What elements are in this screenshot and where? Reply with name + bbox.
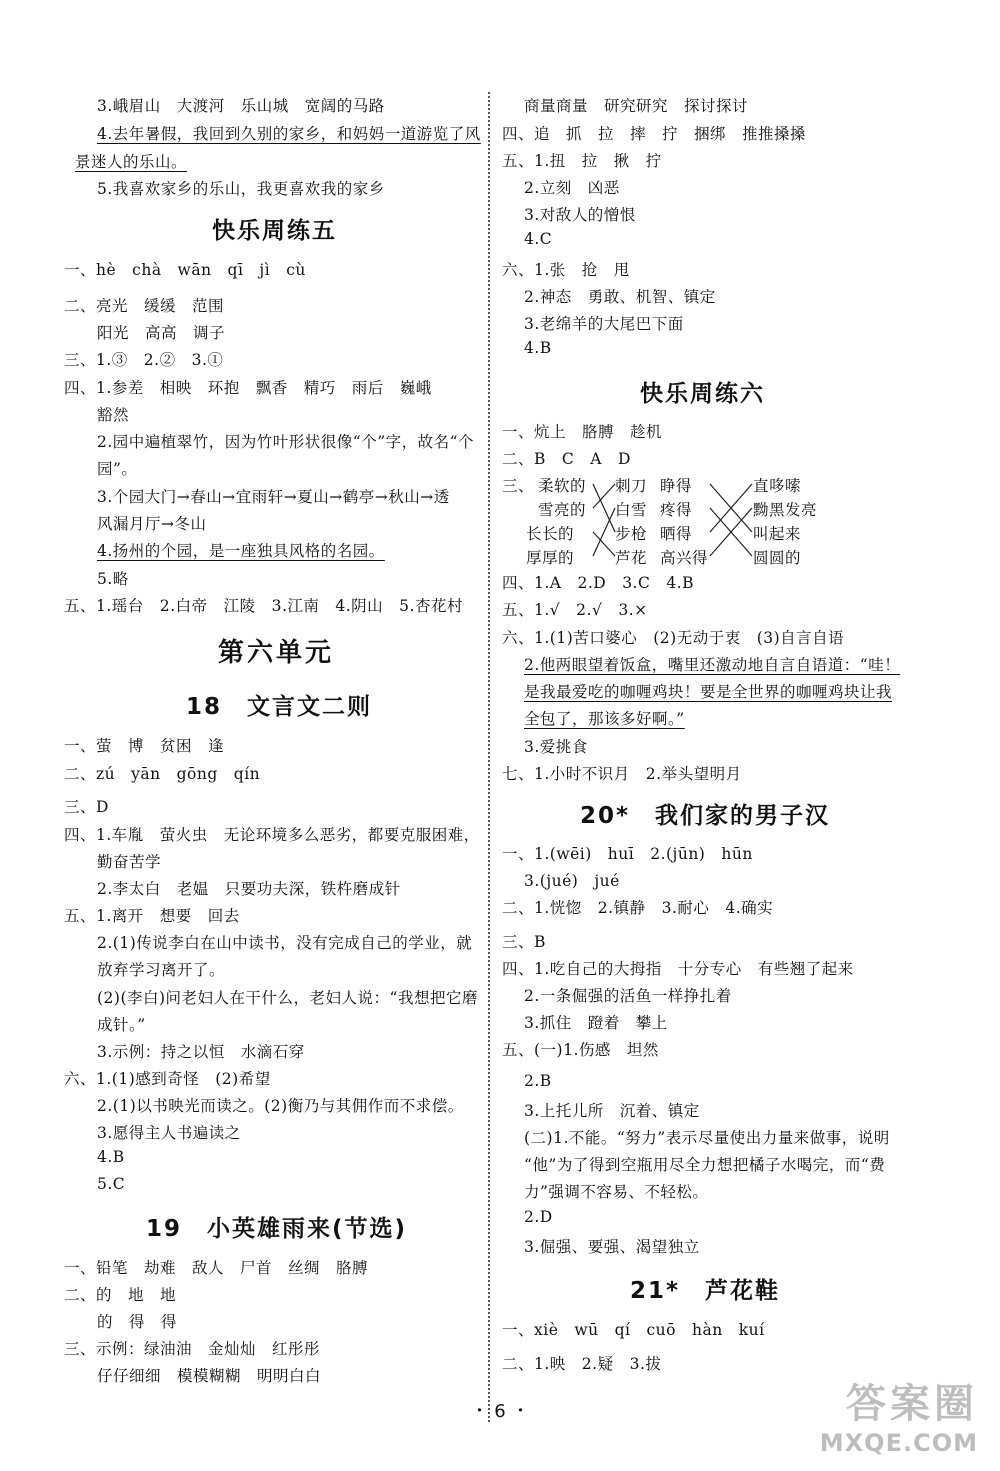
- page-number: ・ 6 ・: [470, 1401, 530, 1422]
- answer-line: 3.老绵羊的大尾巴下面: [524, 315, 684, 333]
- answer-line: 四、1.参差 相映 环抱 飘香 精巧 雨后 巍峨: [64, 379, 432, 397]
- answer-line: 4.B: [97, 1148, 125, 1166]
- answer-line: 仔仔细细 模模糊糊 明明白白: [97, 1367, 322, 1385]
- answer-line: 全包了，那该多好啊。”: [524, 710, 685, 728]
- answer-line: 4.B: [524, 339, 552, 357]
- answer-line: 商量商量 研究研究 探讨探讨: [524, 97, 749, 115]
- section-title: 快乐周练六: [640, 381, 765, 407]
- answer-line: 2.立刻 凶恶: [524, 179, 620, 197]
- answer-line: 2.一条倔强的活鱼一样挣扎着: [524, 987, 732, 1005]
- answer-line: 二、的 地 地: [64, 1286, 177, 1304]
- match-word: 雪亮的: [538, 501, 587, 519]
- match-word: 晒得: [660, 525, 693, 543]
- match-word: 叫起来: [753, 525, 802, 543]
- answer-line: 四、追 抓 拉 摔 拧 捆绑 推推搡搡: [502, 125, 807, 143]
- answer-line: 成针。”: [97, 1016, 146, 1034]
- answer-line: 二、亮光 缓缓 范围: [64, 297, 225, 315]
- answer-line: 4.扬州的个园，是一座独具风格的名园。: [97, 542, 385, 560]
- answer-line: 3.示例：持之以恒 水滴石穿: [97, 1043, 305, 1061]
- answer-line: 是我最爱吃的咖喱鸡块！要是全世界的咖喱鸡块让我: [524, 683, 893, 701]
- answer-line: 一、炕上 胳膊 趁机: [502, 423, 663, 441]
- lesson-title: 20* 我们家的男子汉: [580, 803, 831, 829]
- answer-line: 3.上托儿所 沉着、镇定: [524, 1102, 700, 1120]
- answer-line: 2.(1)传说李白在山中读书，没有完成自己的学业，就: [97, 934, 473, 952]
- answer-line: 三、D: [64, 798, 109, 816]
- answer-line: 4.C: [524, 230, 553, 248]
- answer-line: 2.B: [524, 1072, 552, 1090]
- answer-line: 景迷人的乐山。: [75, 153, 188, 171]
- answer-line: 三、: [502, 477, 535, 495]
- answer-line: 5.我喜欢家乡的乐山，我更喜欢我的家乡: [97, 180, 385, 198]
- answer-line: 园”。: [97, 460, 138, 478]
- answer-line: 力”强调不容易、不轻松。: [524, 1183, 709, 1201]
- match-word: 刺刀: [615, 477, 648, 495]
- answer-line: 二、1.映 2.疑 3.拔: [502, 1355, 662, 1373]
- answer-line: 二、zú yān gōng qín: [64, 765, 261, 783]
- answer-line: 3.抓住 蹬着 攀上: [524, 1014, 668, 1032]
- answer-line: 三、1.③ 2.② 3.①: [64, 351, 224, 369]
- answer-line: 六、1.(1)感到奇怪 (2)希望: [64, 1070, 271, 1088]
- answer-line: 2.他两眼望着饭盒，嘴里还激动地自言自语道：“哇！: [524, 656, 901, 674]
- match-word: 黝黑发亮: [753, 501, 818, 519]
- watermark: [820, 1372, 978, 1457]
- answer-line: 一、铅笔 劫难 敌人 尸首 丝绸 胳膊: [64, 1259, 369, 1277]
- answer-line: 六、1.(1)苦口婆心 (2)无动于衷 (3)自言自语: [502, 629, 845, 647]
- match-word: 疼得: [660, 501, 693, 519]
- answer-line: 3.峨眉山 大渡河 乐山城 宽阔的马路: [97, 97, 385, 115]
- answer-line: 七、1.小时不识月 2.举头望明月: [502, 765, 742, 783]
- answer-line: 三、B: [502, 933, 546, 951]
- match-word: 白雪: [615, 501, 648, 519]
- answer-line: 一、xiè wū qí cuō hàn kuí: [502, 1321, 765, 1339]
- answer-line: 一、1.(wēi) huī 2.(jūn) hūn: [502, 845, 753, 863]
- answer-line: 五、1.扭 拉 揪 拧: [502, 152, 662, 170]
- answer-line: 3.倔强、要强、渴望独立: [524, 1238, 700, 1256]
- answer-line: 2.D: [524, 1208, 553, 1226]
- match-word: 直哆嗦: [753, 477, 802, 495]
- answer-line: 4.去年暑假，我回到久别的家乡，和妈妈一道游览了风: [97, 125, 481, 143]
- unit-title: 第六单元: [218, 638, 335, 668]
- answer-line: 一、hè chà wān qī jì cù: [64, 261, 306, 279]
- match-word: 厚厚的: [526, 549, 575, 567]
- answer-line: 2.李太白 老媪 只要功夫深，铁杵磨成针: [97, 880, 401, 898]
- section-title: 快乐周练五: [212, 218, 337, 244]
- answer-line: 3.个园大门→春山→宜雨轩→夏山→鹤亭→秋山→透: [97, 488, 450, 506]
- match-word: 睁得: [660, 477, 693, 495]
- match-word: 柔软的: [538, 477, 587, 495]
- answer-line: 3.爱挑食: [524, 738, 588, 756]
- answer-line: 阳光 高高 调子: [97, 324, 226, 342]
- answer-line: (二)1.不能。“努力”表示尽量使出力量来做事，说明: [524, 1129, 890, 1147]
- matching-lines: [560, 470, 760, 570]
- lesson-title: 19 小英雄雨来(节选): [146, 1216, 408, 1242]
- answer-line: 风漏月厅→冬山: [97, 515, 207, 533]
- lesson-title: 18 文言文二则: [186, 694, 373, 720]
- answer-line: 的 得 得: [97, 1313, 178, 1331]
- answer-line: 五、1.√ 2.√ 3.×: [502, 601, 648, 619]
- answer-line: 三、示例：绿油油 金灿灿 红彤彤: [64, 1340, 321, 1358]
- answer-line: 五、1.瑶台 2.白帝 江陵 3.江南 4.阴山 5.杏花村: [64, 597, 463, 615]
- column-divider: [488, 92, 490, 1422]
- answer-line: 5.略: [97, 570, 129, 588]
- answer-line: 四、1.A 2.D 3.C 4.B: [502, 574, 695, 592]
- match-word: 圆圆的: [753, 549, 802, 567]
- match-word: 长长的: [526, 525, 575, 543]
- answer-line: 二、1.恍惚 2.镇静 3.耐心 4.确实: [502, 899, 774, 917]
- answer-line: 5.C: [97, 1175, 126, 1193]
- watermark-url: MXQE.COM: [819, 1429, 978, 1457]
- match-word: 步枪: [615, 525, 648, 543]
- answer-line: 豁然: [97, 406, 130, 424]
- answer-line: 四、1.吃自己的大拇指 十分专心 有些翘了起来: [502, 960, 854, 978]
- lesson-title: 21* 芦花鞋: [630, 1278, 781, 1304]
- answer-line: 勤奋苦学: [97, 853, 162, 871]
- answer-line: 2.园中遍植翠竹，因为竹叶形状很像“个”字，故名“个: [97, 433, 475, 451]
- answer-line: 3.(jué) jué: [524, 872, 620, 890]
- watermark-logo: 答案圈: [846, 1381, 978, 1427]
- answer-line: 放弃学习离开了。: [97, 961, 226, 979]
- answer-line: (2)(李白)问老妇人在干什么，老妇人说：“我想把它磨: [97, 989, 478, 1007]
- answer-line: 五、1.离开 想要 回去: [64, 907, 240, 925]
- match-word: 芦花: [615, 549, 648, 567]
- answer-line: 六、1.张 抢 甩: [502, 261, 630, 279]
- answer-line: 一、萤 博 贫困 逢: [64, 737, 225, 755]
- answer-line: 2.神态 勇敢、机智、镇定: [524, 288, 716, 306]
- answer-line: 四、1.车胤 萤火虫 无论环境多么恶劣，都要克服困难，: [64, 826, 480, 844]
- answer-line: 3.愿得主人书遍读之: [97, 1124, 241, 1142]
- answer-line: 2.(1)以书映光而读之。(2)衡乃与其佣作而不求偿。: [97, 1097, 464, 1115]
- answer-line: 3.对敌人的憎恨: [524, 206, 636, 224]
- answer-line: 五、(一)1.伤感 坦然: [502, 1041, 659, 1059]
- answer-line: 二、B C A D: [502, 450, 631, 468]
- answer-line: “他”为了得到空瓶用尽全力想把橘子水喝完，而“费: [524, 1156, 886, 1174]
- match-word: 高兴得: [660, 549, 709, 567]
